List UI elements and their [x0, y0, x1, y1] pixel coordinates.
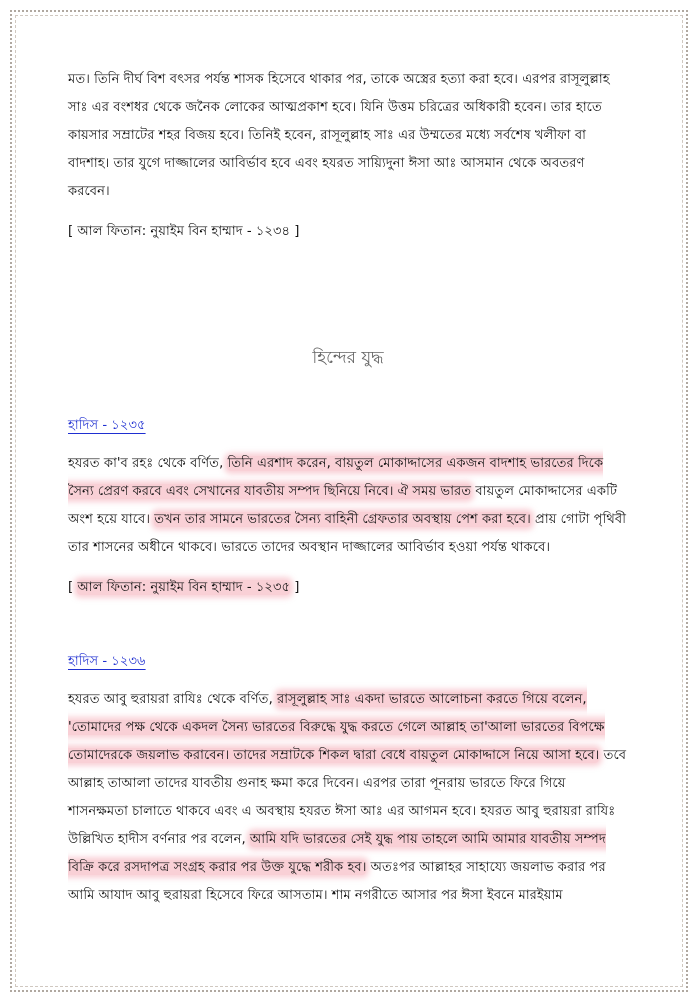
- hadith-1236-text-2: তবে আল্লাহ তাআলা তাদের যাবতীয় গুনাহ ক্ষমা করে দিবেন। এরপর তারা পূনরায় ভারতে ফিরে গিয়ে শাসনক্ষমতা চালাতে থাকবে এবং এ অবস্থায় হযরত ঈসা আঃ এর আগমন হবে। হযরত আবু হুরায়রা রাযিঃ উল্লিখিত হাদীস বর্ণনার পর বলেন,: [68, 748, 627, 847]
- intro-citation: [ আল ফিতান: নুয়াইম বিন হাম্মাদ - ১২৩৪ ]: [68, 224, 300, 239]
- hadith-1236-text-1: হযরত আবু হুরায়রা রাযিঃ থেকে বর্ণিত,: [68, 692, 277, 707]
- intro-paragraph: মত। তিনি দীর্ঘ বিশ বৎসর পর্যন্ত শাসক হিসেবে থাকার পর, তাকে অস্ত্রের হত্যা করা হবে। এরপর রাসূলুল্লাহ সাঃ এর বংশধর থেকে জনৈক লোকের আত্মপ্রকাশ হবে। যিনি উত্তম চরিত্রের অধিকারী হবেন। তার হাতে কায়সার সম্রাটের শহর বিজয় হবে। তিনিই হবেন, রাসূলুল্লাহ সাঃ এর উম্মতের মধ্যে সর্বশেষ খলীফা বা বাদশাহ। তার যুগে দাজ্জালের আবির্ভাব হবে এবং হযরত সায়্যিদুনা ঈসা আঃ আসমান থেকে অবতরণ করবেন।: [68, 72, 610, 199]
- hadith-1235-text-1: হযরত কা'ব রহঃ থেকে বর্ণিত,: [68, 456, 228, 471]
- section-title: হিন্দের যুদ্ধ: [312, 348, 384, 368]
- hadith-1235-citation: [68, 574, 628, 602]
- hadith-1235-text-3: প্রায় গোটা পৃথিবী তার শাসনের অধীনে থাকবে। ভারতে তাদের অবস্থান দাজ্জালের আবির্ভাব হওয়া পর্যন্ত থাকবে।: [68, 512, 627, 555]
- citation-open-bracket: [: [68, 580, 78, 595]
- hadith-1235-paragraph: [68, 450, 628, 562]
- hadith-1236-heading[interactable]: হাদিস - ১২৩৬: [68, 654, 146, 669]
- citation-close-bracket: ]: [290, 580, 300, 595]
- document-body: [68, 66, 628, 910]
- hadith-1236-highlight-2: আমি যদি ভারতের সেই যুদ্ধ পায় তাহলে আমি আমার যাবতীয় সম্পদ বিক্রি করে রসদাপত্র সংগ্রহ করার পর উক্ত যুদ্ধে শরীক হব।: [68, 832, 606, 875]
- hadith-1235-heading[interactable]: হাদিস - ১২৩৫: [68, 418, 146, 433]
- hadith-1235-citation-text: আল ফিতান: নুয়াইম বিন হাম্মাদ - ১২৩৫: [77, 580, 291, 595]
- hadith-1235-text-2: বায়তুল মোকাদ্দাসের একটি অংশ হয়ে যাবে।: [68, 484, 618, 527]
- hadith-1235-highlight-1: তিনি এরশাদ করেন, বায়তুল মোকাদ্দাসের একজন বাদশাহ ভারতের দিকে সৈন্য প্রেরণ করবে এবং সেখানের যাবতীয় সম্পদ ছিনিয়ে নিবে। ঐ সময় ভারত: [68, 456, 604, 499]
- hadith-1235-highlight-2: তখন তার সামনে ভারতের সৈন্য বাহিনী গ্রেফতার অবস্থায় পেশ করা হবে।: [154, 512, 531, 527]
- hadith-1236-paragraph: [68, 686, 628, 910]
- hadith-1236-text-3: অতঃপর আল্লাহর সাহায্যে জয়লাভ করার পর আমি আযাদ আবু হুরায়রা হিসেবে ফিরে আসতাম। শাম নগরীতে আসার পর ঈসা ইবনে মারইয়াম: [68, 860, 606, 903]
- hadith-1236-highlight-1: রাসূলুল্লাহ সাঃ একদা ভারতে আলোচনা করতে গিয়ে বলেন, 'তোমাদের পক্ষ থেকে একদল সৈন্য ভারতের বিরুদ্ধে যুদ্ধ করতে গেলে আল্লাহ তা'আলা ভারতের বিপক্ষে তোমাদেরকে জয়লাভ করাবেন। তাদের সম্রাটকে শিকল দ্বারা বেধে বায়তুল মোকাদ্দাসে নিয়ে আসা হবে।: [68, 692, 605, 763]
